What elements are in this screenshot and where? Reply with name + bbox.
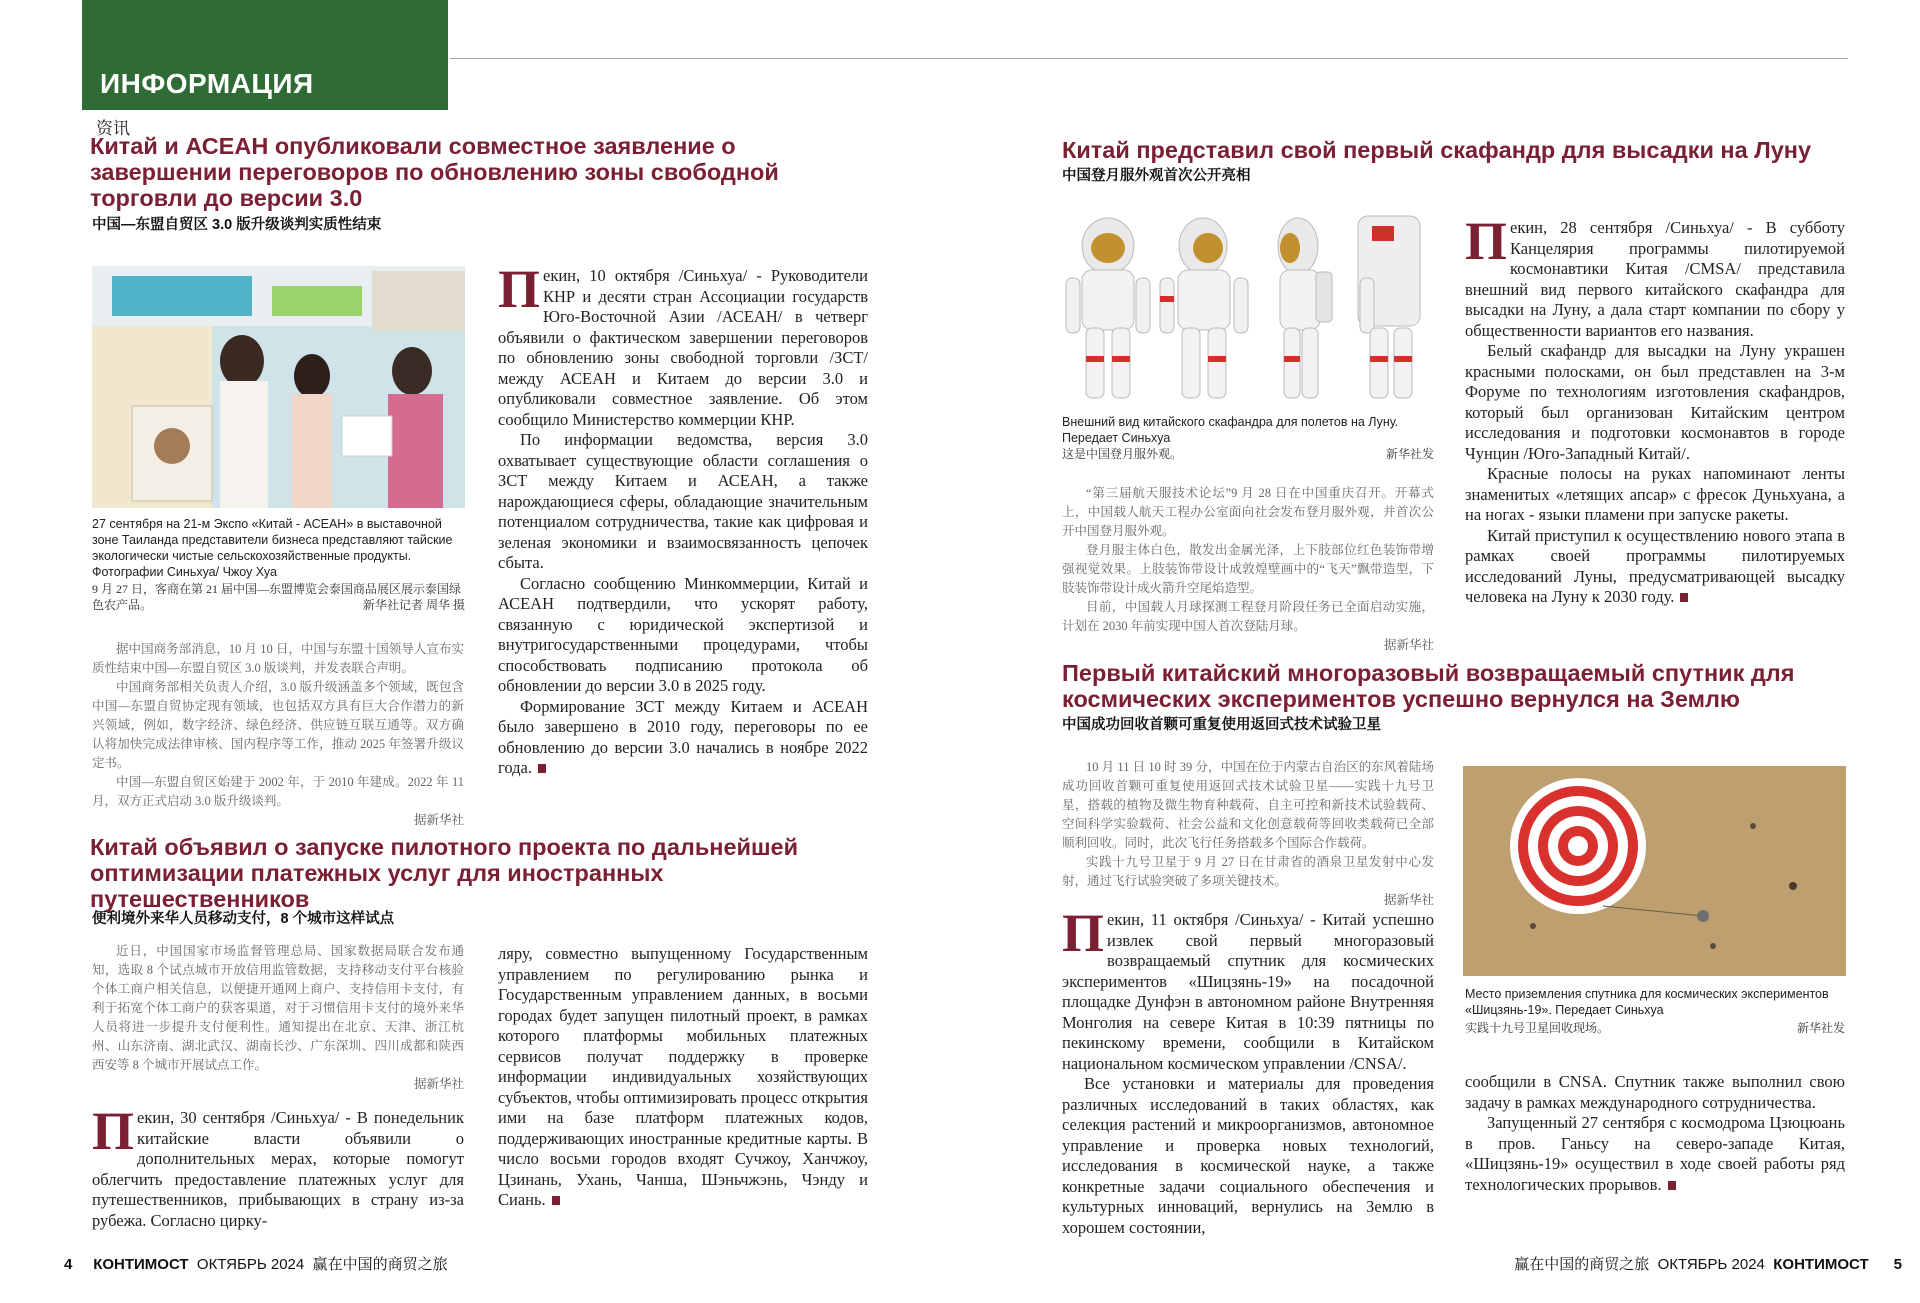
zh-source: 据新华社 — [1383, 893, 1434, 907]
section-subtitle: 资讯 — [96, 119, 130, 138]
expo-photo-image — [92, 266, 465, 508]
page-number-right: 5 — [1893, 1256, 1902, 1273]
zh-paragraph: 据中国商务部消息，10 月 10 日，中国与东盟十国领导人宣布实质性结束中国—东盟自贸区 3.0 版谈判，并发表联合声明。 — [92, 642, 464, 675]
body-paragraph: По информации ведомства, версия 3.0 охватывает существующие области соглашения о ЗСТ между Китаем и АСЕАН, а также нарождающиеся сферы, обладающие значительным потенциалом сотрудничества, такие как цифровая и зеленая экономики и взаимосвязанность цепочек сбыта. — [498, 430, 868, 572]
body-paragraph: ляру, совместно выпущенному Государственным управлением по регулированию рынка и Государственным управлением данных, в восьми городах будет запущен пилотный проект, в рамках которого платформы мобильных платежных сервисов получат поддержку в проверке информации индивидуальных хозяйствующих субъектов, чтобы оптимизировать процесс открытия ими на базе платформ платежных кодов, поддерживающих иностранные кредитные карты. В число восьми городов входят Сучжоу, Ханчжоу, Цзинань, Ухань, Чанша, Шэньчжэнь, Чэнду и Сиань. — [498, 944, 868, 1209]
body-paragraph: екин, 10 октября /Синьхуа/ - Руководители КНР и десяти стран Ассоциации государств Юго-Восточной Азии /АСЕАН/ в четверг объявили о фактическом завершении переговоров по обновлению зоны свободной торговли /ЗСТ/ между АСЕАН и Китаем до версии 3.0 и опубликовали совместное заявление. Об этом сообщило Министерство коммерции КНР. — [498, 266, 868, 429]
body-paragraph: Согласно сообщению Минкоммерции, Китай и АСЕАН подтвердили, что ускорят работу, связанную с юридической экспертизой и внутригосударственными процедурами, чтобы способствовать подписанию протокола об обновлении до версии 3.0 в 2025 году. — [498, 573, 868, 695]
dropcap: П — [1465, 211, 1508, 271]
article4-photo-caption: Место приземления спутника для космических экспериментов «Шицзянь-19». Передает Синьхуа — [1465, 987, 1829, 1017]
zh-paragraph: 中国商务部相关负责人介绍，3.0 版升级涵盖多个领域，既包含中国—东盟自贸协定现有领域，也包括双方具有巨大合作潜力的新兴领域，例如，数字经济、绿色经济、供应链互联互通等。双方确认将加快完成法律审核、国内程序等工作，推动 2025 年签署升级议定书。 — [92, 680, 464, 770]
article3-photo — [1058, 206, 1430, 406]
article4-title-zh: 中国成功回收首颗可重复使用返回式技术试验卫星 — [1062, 717, 1381, 733]
section-title: ИНФОРМАЦИЯ — [100, 68, 314, 99]
parachute-graphic — [1510, 778, 1646, 914]
article1-photo-caption: 27 сентября на 21-м Экспо «Китай - АСЕАН» в выставочной зоне Таиланда представители бизнеса представляют тайские экологически чистые сельскохозяйственные продукты. Фотографии Синьхуа/ Чжоу Хуа — [92, 517, 453, 579]
issue-left: ОКТЯБРЬ 2024 — [196, 1256, 305, 1273]
article2-body-col1 — [92, 1101, 464, 1231]
article3-body — [1465, 211, 1845, 608]
end-mark — [1668, 1181, 1676, 1190]
article4-photo-credit: 新华社发 — [1796, 1021, 1845, 1035]
end-mark — [1680, 593, 1688, 602]
article2-title: Китай объявил о запуске пилотного проекта по дальнейшей оптимизации платежных услуг для иностранных путешественников — [90, 834, 799, 912]
footer-right — [1514, 1253, 1902, 1274]
dropcap: П — [498, 259, 541, 319]
article1-zh-block — [92, 640, 464, 830]
page-number-left: 4 — [64, 1256, 73, 1273]
article2-body-col2 — [498, 944, 868, 1211]
article3-title: Китай представил свой первый скафандр для высадки на Луну — [1062, 137, 1812, 163]
article4-title: Первый китайский многоразовый возвращаемый спутник для космических экспериментов успешно вернулся на Землю — [1062, 660, 1795, 712]
article1-title: Китай и АСЕАН опубликовали совместное заявление о завершении переговоров по обновлению зоны свободной торговли до версии 3.0 — [90, 133, 779, 211]
body-paragraph: Формирование ЗСТ между Китаем и АСЕАН было завершено в 2010 году, переговоры по ее обновлению до версии 3.0 начались в ноябре 2022 года. — [498, 696, 868, 777]
article1-photo-caption-zh: 9 月 27 日，客商在第 21 届中国—东盟博览会泰国商品展区展示泰国绿色农产品。 新华社记者 周华 摄 — [92, 582, 465, 612]
article4-photo-caption-zh: 实践十九号卫星回收现场。 新华社发 — [1465, 1021, 1845, 1035]
article1-body — [498, 259, 868, 779]
spacesuit-photo-image — [1058, 206, 1430, 406]
slogan-left: 赢在中国的商贸之旅 — [312, 1257, 448, 1273]
article2-zh-block — [92, 942, 464, 1094]
zh-paragraph: 登月服主体白色，散发出金属光泽，上下肢部位红色装饰带增强视觉效果。上肢装饰带设计成敦煌壁画中的“飞天”飘带造型，下肢装饰带设计成火箭升空尾焰造型。 — [1062, 543, 1434, 595]
end-mark — [552, 1196, 560, 1205]
body-paragraph: екин, 28 сентября /Синьхуа/ - В субботу Канцелярия программы пилотируемой космонавтики Китая /CMSA/ представила внешний вид первого китайского скафандра для высадки на Луну, а дала старт компании по сбору у общественности вариантов его названия. — [1465, 218, 1845, 340]
dropcap: П — [92, 1101, 135, 1161]
body-paragraph: Запущенный 27 сентября с космодрома Цзюцюань в пров. Ганьсу на северо-западе Китая, «Шицзянь-19» осуществил в ходе своей работы ряд технологических прорывов. — [1465, 1113, 1845, 1194]
zh-paragraph: “第三届航天服技术论坛”9 月 28 日在中国重庆召开。开幕式上，中国载人航天工程办公室面向社会发布登月服外观，并首次公开中国登月服外观。 — [1062, 486, 1434, 538]
article3-photo-credit: 新华社发 — [1385, 447, 1434, 461]
body-paragraph: сообщили в CNSA. Спутник также выполнил свою задачу в рамках международного сотрудничества. — [1465, 1072, 1845, 1112]
zh-paragraph: 目前，中国载人月球探测工程登月阶段任务已全面启动实施，计划在 2030 年前实现中国人首次登陆月球。 — [1062, 600, 1434, 633]
article1-photo — [92, 266, 465, 508]
zh-source: 据新华社 — [413, 1077, 464, 1091]
article4-body-col2 — [1465, 1072, 1845, 1195]
body-paragraph: екин, 30 сентября /Синьхуа/ - В понедельник китайские власти объявили о дополнительных мерах, которые помогут облегчить предоставление платежных услуг для путешественников, прибывающих в страну из-за рубежа. Согласно цирку- — [92, 1108, 464, 1230]
body-paragraph: Красные полосы на руках напоминают ленты знаменитых «летящих апсар» с фресок Дуньхуана, а на ногах - языки пламени при запуске ракеты. — [1465, 464, 1845, 524]
zh-source: 据新华社 — [1383, 638, 1434, 652]
end-mark — [538, 764, 546, 773]
slogan-right: 赢在中国的商贸之旅 — [1514, 1257, 1650, 1273]
magazine-name-left: КОНТИМОСТ — [93, 1256, 189, 1273]
top-rule — [450, 58, 1848, 59]
article3-zh-block — [1062, 484, 1434, 655]
landing-site-photo-image — [1463, 766, 1846, 976]
body-paragraph: екин, 11 октября /Синьхуа/ - Китай успешно извлек свой первый многоразовый возвращаемый спутник для космических экспериментов «Шицзянь-19» на посадочной площадке Дунфэн в автономном районе Внутренняя Монголия на севере Китая в 10:39 пятницы по пекинскому времени, сообщили в Китайском национальном космическом управлении /CNSA/. — [1062, 910, 1434, 1073]
zh-paragraph: 中国—东盟自贸区始建于 2002 年，于 2010 年建成。2022 年 11 月，双方正式启动 3.0 版升级谈判。 — [92, 775, 464, 808]
footer-left — [64, 1253, 448, 1274]
article1-photo-credit: 新华社记者 周华 摄 — [362, 598, 465, 612]
zh-paragraph: 10 月 11 日 10 时 39 分，中国在位于内蒙古自治区的东风着陆场成功回收首颗可重复使用返回式技术试验卫星——实践十九号卫星，搭载的植物及微生物育种载荷、自主可控和新技术试验载荷、空间科学实验载荷、社会公益和文化创意载荷等回收类载荷已全部顺利回收。同时，此次飞行任务搭载多个国际合作载荷。 — [1062, 760, 1434, 850]
article3-photo-caption-zh: 这是中国登月服外观。 新华社发 — [1062, 447, 1434, 461]
body-paragraph: Белый скафандр для высадки на Луну украшен красными полосками, он был представлен на 3-м Форуме по технологиям изготовления скафандров, который был организован Китайским центром исследования и подготовки космонавтов в городе Чунцин /Юго-Западный Китай/. — [1465, 341, 1845, 463]
article1-title-zh: 中国—东盟自贸区 3.0 版升级谈判实质性结束 — [92, 217, 382, 233]
issue-right: ОКТЯБРЬ 2024 — [1657, 1256, 1765, 1273]
article4-zh-block — [1062, 758, 1434, 910]
magazine-name-right: КОНТИМОСТ — [1773, 1256, 1869, 1273]
body-paragraph: Китай приступил к осуществлению нового этапа в рамках своей программы пилотируемых исследований Луны, предусматривающей высадку человека на Луну к 2030 году. — [1465, 525, 1845, 606]
zh-paragraph: 近日，中国国家市场监督管理总局、国家数据局联合发布通知，选取 8 个试点城市开放信用监管数据，支持移动支付平台核验个体工商户相关信息，以便捷开通网上商户、支持信用卡支付，有利于拓宽个体工商户的获客渠道，对于习惯信用卡支付的境外来华人员将进一步提升支付便利性。通知提出在北京、天津、浙江杭州、山东济南、湖北武汉、湖南长沙、广东深圳、四川成都和陕西西安等 8 个城市开展试点工作。 — [92, 944, 464, 1072]
article3-title-zh: 中国登月服外观首次公开亮相 — [1062, 168, 1251, 184]
article3-photo-caption: Внешний вид китайского скафандра для полетов на Луну. Передает Синьхуа — [1062, 415, 1399, 445]
article4-photo — [1463, 766, 1846, 976]
article4-body-col1 — [1062, 903, 1434, 1238]
article2-title-zh: 便利境外来华人员移动支付，8 个城市这样试点 — [92, 911, 395, 927]
zh-paragraph: 实践十九号卫星于 9 月 27 日在甘肃省的酒泉卫星发射中心发射，通过飞行试验突破了多项关键技术。 — [1062, 855, 1434, 888]
body-paragraph: Все установки и материалы для проведения различных исследований в таких областях, как селекция растений и микроорганизмов, автономное управление и проверка новых технологий, исследования в космической науке, а также конкретные задачи социального обеспечения и культурных инноваций, вернулись на Землю в хорошем состоянии, — [1062, 1074, 1434, 1237]
dropcap: П — [1062, 903, 1105, 963]
zh-source: 据新华社 — [413, 813, 464, 827]
